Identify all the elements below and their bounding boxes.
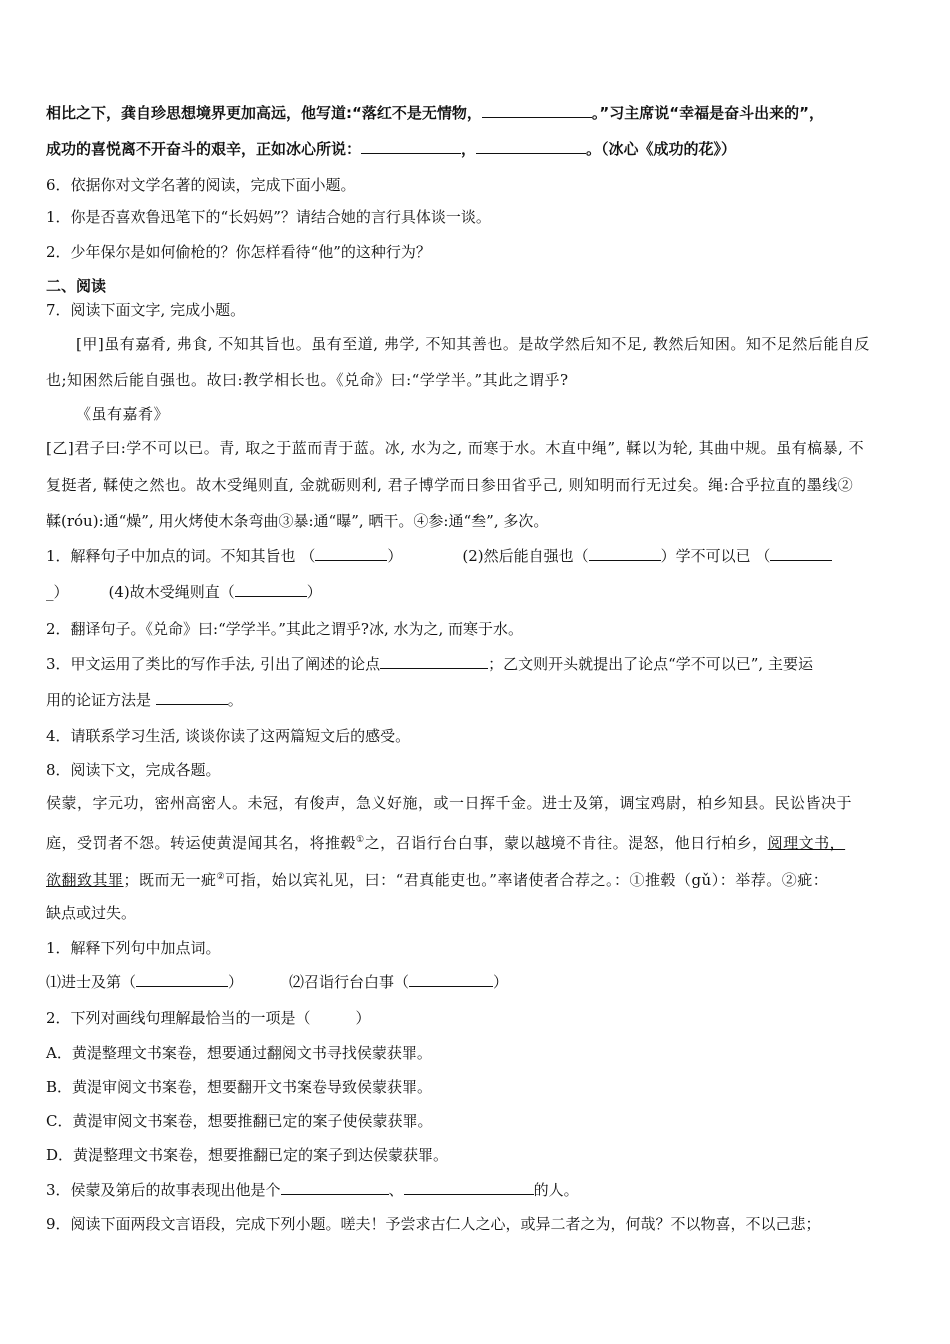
intro-text: 相比之下，龚自珍思想境界更加高远，他写道:“落红不是无情物，: [46, 104, 482, 122]
q8-option-c[interactable]: C．黄湜审阅文书案卷，想要推翻已定的案子使侯蒙获罪。: [46, 1112, 433, 1130]
q7-sub4: 4．请联系学习生活, 谈谈你读了这两篇短文后的感受。: [46, 727, 411, 745]
q8-passage-line-4: 缺点或过失。: [46, 904, 137, 922]
q8-option-d[interactable]: D．黄湜整理文书案卷，想要推翻已定的案子到达侯蒙获罪。: [46, 1146, 449, 1164]
q6-sub2: 2．少年保尔是如何偷枪的？你怎样看待“他”的这种行为？: [46, 243, 431, 261]
q7-sub1-line-1: [46, 546, 832, 566]
q8-sub2: 2．下列对画线句理解最恰当的一项是（ ）: [46, 1009, 371, 1027]
answer-blank[interactable]: [404, 1180, 534, 1195]
q7-sub1-text: _）: [46, 583, 69, 601]
answer-blank[interactable]: [380, 654, 488, 669]
q9-title: 9．阅读下面两段文言语段，完成下列小题。嗟夫！予尝求古仁人之心，或异二者之为，何哉？不以物喜，不以己悲；: [46, 1215, 821, 1233]
q7-sub1-text: ）学不可以已 （: [660, 547, 771, 565]
q7-sub1-text: ）: [306, 583, 322, 601]
intro-text: ，: [461, 140, 477, 158]
q7-sub3-text: 用的论证方法是: [46, 691, 156, 709]
q7-jia-line-2: 也;知困然后能自强也。故曰:教学相长也。《兑命》曰:“学学半。”其此之谓乎?: [46, 371, 569, 389]
q7-yi-line-2: 复挺者, 鞣使之然也。故木受绳则直, 金就砺则利, 君子博学而日参田省乎己, 则知明而行无过矣。绳:合乎拉直的墨线②: [46, 476, 854, 494]
intro-line-1: [46, 103, 824, 123]
q7-jia-source: 《虽有嘉肴》: [76, 405, 170, 423]
q8-sub1: 1．解释下列句中加点词。: [46, 939, 221, 957]
section-heading: 二、阅读: [46, 277, 107, 295]
intro-line-2: [46, 139, 736, 159]
q8-sub3-text: 、: [388, 1181, 404, 1199]
answer-blank[interactable]: [770, 546, 832, 561]
q7-sub3-line-1: [46, 654, 813, 674]
q7-sub3-line-2: [46, 690, 243, 710]
q8-sub1-text: ）: [228, 973, 244, 991]
passage-text: ；既而无一疵: [123, 871, 217, 889]
q8-sub1-text: ⑴进士及第（: [46, 973, 137, 991]
q7-sub2: 2．翻译句子。《兑命》曰:“学学半。”其此之谓乎?冰, 水为之, 而寒于水。: [46, 620, 524, 638]
q8-sub1-items: [46, 972, 508, 992]
underlined-sentence: 阅理文书，: [767, 834, 846, 852]
passage-text: 可指，始以宾礼见，曰：“君真能吏也。”率诸使者合荐之。：①推毂（gǔ）：举荐。②疵：: [225, 871, 829, 889]
q7-yi-line-1: [乙]君子曰:学不可以已。青, 取之于蓝而青于蓝。冰, 水为之, 而寒于水。木直中绳”, 鞣以为轮, 其曲中规。虽有槁暴, 不: [46, 439, 865, 457]
passage-text: 庭，受罚者不怨。转运使黄湜闻其名，将推毂: [46, 834, 357, 852]
answer-blank[interactable]: [361, 139, 461, 154]
q6-sub1: 1．你是否喜欢鲁迅笔下的“长妈妈”？请结合她的言行具体谈一谈。: [46, 208, 491, 226]
q8-sub3: [46, 1180, 579, 1200]
answer-blank[interactable]: [589, 546, 661, 561]
q7-sub3-text: 3．甲文运用了类比的写作手法, 引出了阐述的论点: [46, 655, 381, 673]
q6-title: 6．依据你对文学名著的阅读，完成下面小题。: [46, 176, 356, 194]
q8-passage-line-3: [46, 867, 828, 890]
q7-sub1-text: (2)然后能自强也（: [462, 547, 589, 565]
passage-text: 之，召诣行台白事，蒙以越境不肯往。湜怒，他日行柏乡，: [364, 834, 768, 852]
answer-blank[interactable]: [409, 972, 493, 987]
q7-sub1-text: ）: [387, 547, 403, 565]
q8-sub3-text: 的人。: [533, 1181, 579, 1199]
answer-blank[interactable]: [235, 582, 307, 597]
q7-sub1-text: 1．解释句子中加点的词。不知其旨也 （: [46, 547, 316, 565]
answer-blank[interactable]: [315, 546, 387, 561]
underlined-sentence: 欲翻致其罪: [46, 871, 124, 889]
intro-text: 成功的喜悦离不开奋斗的艰辛，正如冰心所说：: [46, 140, 362, 158]
q8-option-b[interactable]: B．黄湜审阅文书案卷，想要翻开文书案卷导致侯蒙获罪。: [46, 1078, 433, 1096]
q8-option-a[interactable]: A．黄湜整理文书案卷，想要通过翻阅文书寻找侯蒙获罪。: [46, 1044, 432, 1062]
answer-blank[interactable]: [136, 972, 228, 987]
q7-title: 7．阅读下面文字, 完成小题。: [46, 301, 246, 319]
q7-yi-line-3: 鞣(róu):通“燥”, 用火烤使木条弯曲③暴:通“曝”, 晒干。④参:通“叁”, 多次。: [46, 512, 549, 530]
intro-text: 。（冰心《成功的花》）: [586, 140, 737, 158]
answer-blank[interactable]: [482, 103, 592, 118]
q7-jia-line-1: [甲]虽有嘉肴, 弗食, 不知其旨也。虽有至道, 弗学, 不知其善也。是故学然后知不足, 教然后知困。知不足然后能自反: [76, 335, 870, 353]
q8-passage-line-1: 侯蒙，字元功，密州高密人。未冠，有俊声，急义好施，或一日挥千金。进士及第，调宝鸡尉，柏乡知县。民讼皆决于: [46, 794, 853, 812]
answer-blank[interactable]: [156, 690, 228, 705]
q8-title: 8．阅读下文，完成各题。: [46, 761, 221, 779]
q8-sub1-text: ⑵召诣行台白事（: [289, 973, 410, 991]
q7-sub3-text: ；乙文则开头就提出了论点“学不可以已”, 主要运: [488, 655, 813, 673]
footnote-marker: ①: [356, 835, 365, 845]
footnote-marker: ②: [216, 872, 226, 882]
q7-sub1-text: (4)故木受绳则直（: [108, 583, 235, 601]
q8-sub1-text: ）: [493, 973, 509, 991]
q7-sub3-text: 。: [227, 691, 243, 709]
intro-text: 。”习主席说“幸福是奋斗出来的”，: [591, 104, 824, 122]
q8-passage-line-2: [46, 830, 845, 853]
q8-sub3-text: 3．侯蒙及第后的故事表现出他是个: [46, 1181, 281, 1199]
q7-sub1-line-2: [46, 582, 322, 602]
answer-blank[interactable]: [281, 1180, 389, 1195]
answer-blank[interactable]: [476, 139, 586, 154]
